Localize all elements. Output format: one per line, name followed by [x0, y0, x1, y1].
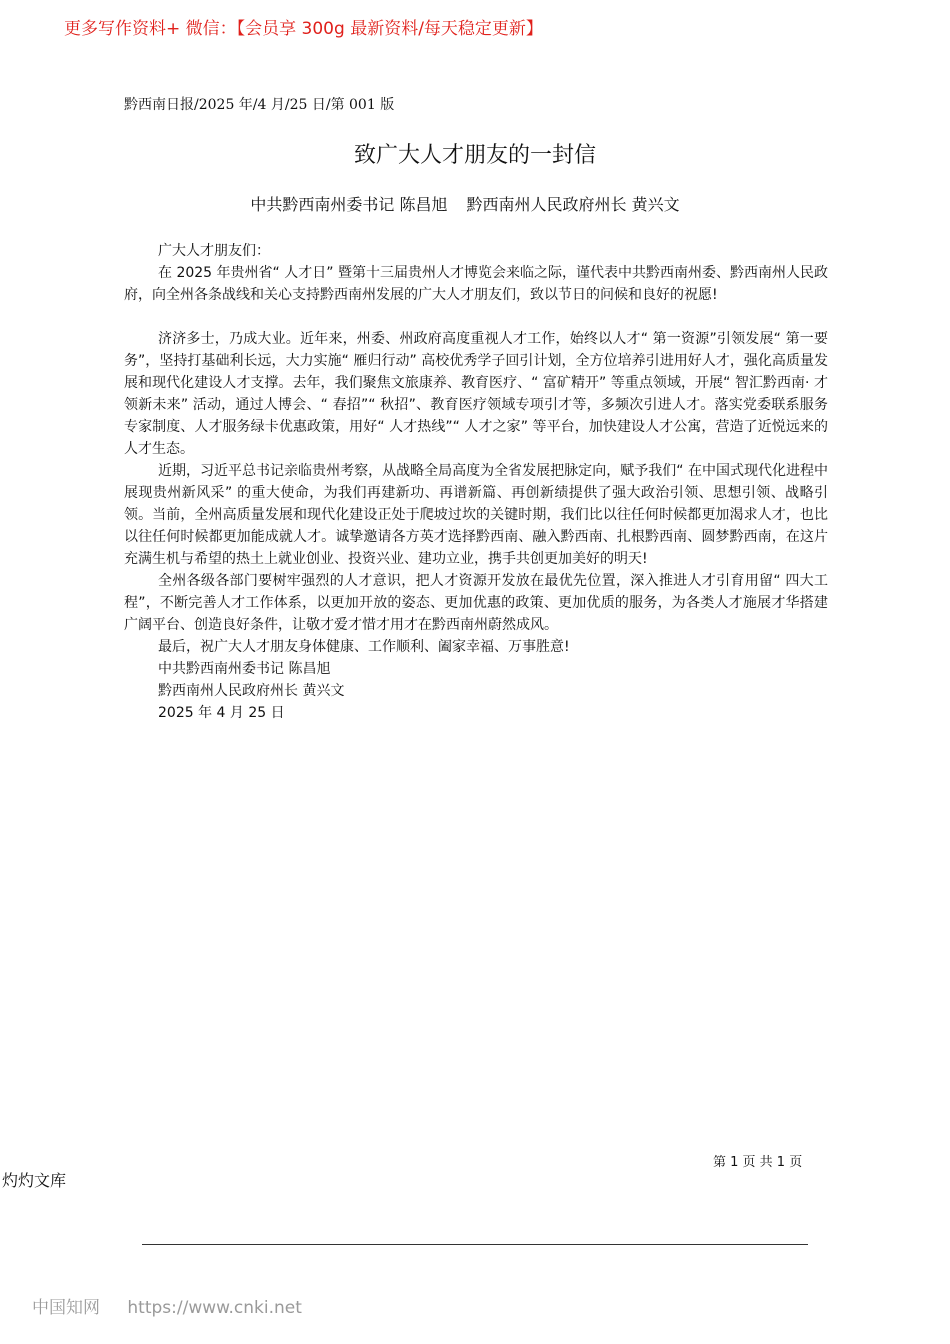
- author-party-secretary: 中共黔西南州委书记 陈昌旭: [250, 195, 448, 214]
- paragraph-4: 全州各级各部门要树牢强烈的人才意识，把人才资源开发放在最优先位置，深入推进人才引育用留“ 四大工程”，不断完善人才工作体系，以更加开放的姿态、更加优惠的政策、更加优质的服务，为各类人才施展才华搭建广阔平台、创造良好条件，让敬才爱才惜才用才在黔西南州蔚然成风。: [124, 573, 828, 633]
- cnki-watermark: [32, 1293, 302, 1318]
- signature-governor: 黔西南州人民政府州长 黄兴文: [158, 683, 345, 699]
- promo-banner: 更多写作资料+ 微信：【会员享 300g 最新资料/每天稳定更新】: [64, 19, 543, 39]
- author-governor: 黔西南州人民政府州长 黄兴文: [466, 195, 680, 214]
- signature-date: 2025 年 4 月 25 日: [158, 705, 285, 721]
- library-name: 灼灼文库: [2, 1171, 67, 1190]
- page-number: 第 1 页 共 1 页: [713, 1155, 803, 1170]
- watermark-site-name: 中国知网: [32, 1298, 100, 1318]
- salutation: 广大人才朋友们：: [158, 243, 270, 259]
- letter-body: [124, 240, 828, 724]
- paragraph-3: 近期，习近平总书记亲临贵州考察，从战略全局高度为全省发展把脉定向，赋予我们“ 在中国式现代化进程中展现贵州新风采” 的重大使命，为我们再建新功、再谱新篇、再创新绩提供了强大政治引领、思想引领、战略引领。当前，全州高质量发展和现代化建设正处于爬坡过坎的关键时期，我们比以往任何时候都更加渴求人才，也比以往任何时候都更加能成就人才。诚挚邀请各方英才选择黔西南、融入黔西南、扎根黔西南、圆梦黔西南，在这片充满生机与希望的热土上就业创业、投资兴业、建功立业，携手共创更加美好的明天!: [124, 463, 828, 567]
- paragraph-5: 最后，祝广大人才朋友身体健康、工作顺利、阖家幸福、万事胜意!: [158, 639, 570, 655]
- source-line: 黔西南日报/2025 年/4 月/25 日/第 001 版: [124, 97, 395, 113]
- footer-divider: [142, 1244, 808, 1245]
- authors-line: [0, 192, 930, 215]
- paragraph-1: 在 2025 年贵州省“ 人才日” 暨第十三届贵州人才博览会来临之际，谨代表中共黔西南州委、黔西南州人民政府，向全州各条战线和关心支持黔西南州发展的广大人才朋友们，致以节日的问候和良好的祝愿!: [124, 265, 828, 303]
- paragraph-2: 济济多士，乃成大业。近年来，州委、州政府高度重视人才工作，始终以人才“ 第一资源”引领发展“ 第一要务”，坚持打基础利长远，大力实施“ 雁归行动” 高校优秀学子回引计划，全方位培养引进用好人才，强化高质量发展和现代化建设人才支撑。去年，我们聚焦文旅康养、教育医疗、“ 富矿精开” 等重点领域，开展“ 智汇黔西南· 才领新未来” 活动，通过人博会、“ 春招”“ 秋招”、教育医疗领域专项引才等，多频次引进人才。落实党委联系服务专家制度、人才服务绿卡优惠政策，用好“ 人才热线”“ 人才之家” 等平台，加快建设人才公寓，营造了近悦远来的人才生态。: [124, 331, 828, 457]
- signature-party-secretary: 中共黔西南州委书记 陈昌旭: [158, 661, 331, 677]
- page-title: 致广大人才朋友的一封信: [353, 143, 596, 168]
- watermark-url: https://www.cnki.net: [127, 1298, 302, 1318]
